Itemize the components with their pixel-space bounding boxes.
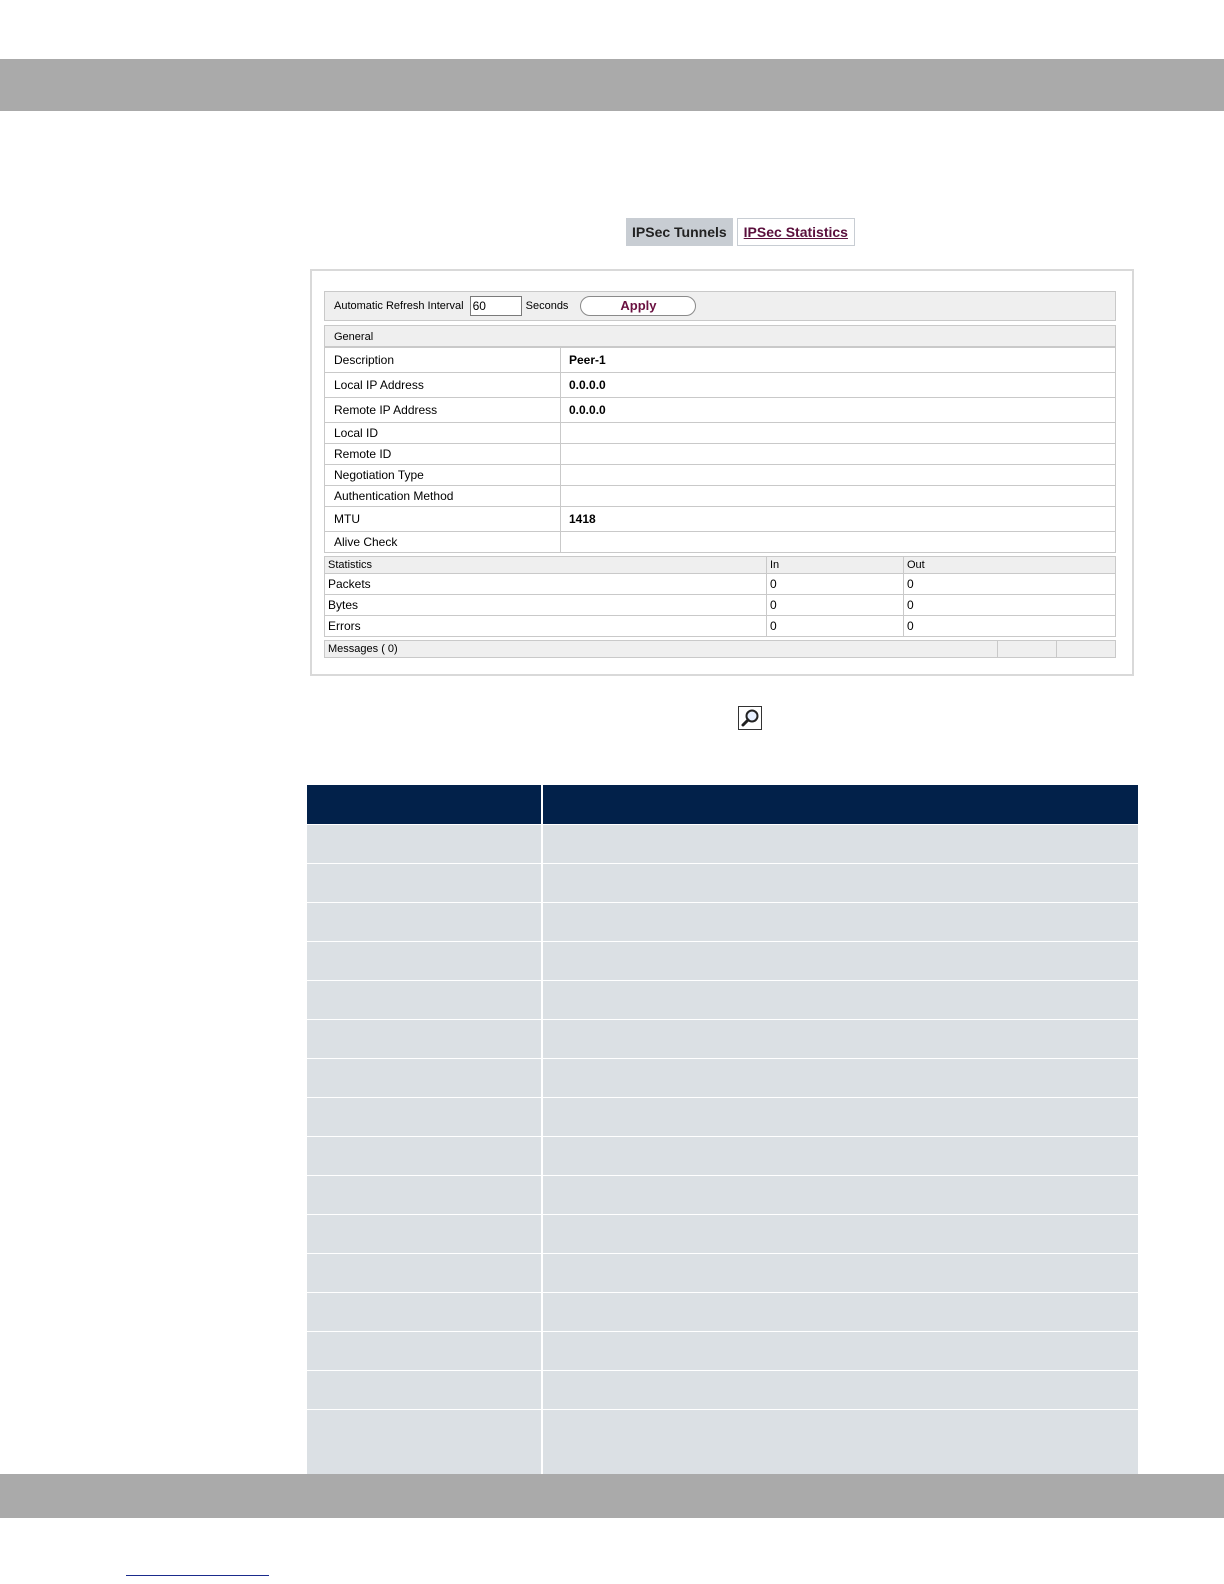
table-row	[307, 1292, 1138, 1331]
table-row	[325, 398, 1116, 423]
field-label: Negotiation Type	[325, 465, 561, 486]
refresh-label: Automatic Refresh Interval	[334, 300, 464, 312]
tab-ipsec-statistics[interactable]: IPSec Statistics	[737, 218, 855, 246]
field-label: Local ID	[325, 423, 561, 444]
table-row	[325, 423, 1116, 444]
messages-cell	[1056, 641, 1115, 657]
stat-out: 0	[904, 574, 1116, 595]
field-label: Alive Check	[325, 532, 561, 553]
tab-ipsec-tunnels[interactable]: IPSec Tunnels	[626, 218, 733, 246]
table-row	[307, 1214, 1138, 1253]
reference-table	[307, 785, 1138, 1497]
field-value	[561, 444, 1116, 465]
stat-label: Errors	[325, 616, 767, 637]
table-row	[307, 1019, 1138, 1058]
table-row	[325, 348, 1116, 373]
table-row	[325, 486, 1116, 507]
refresh-row	[324, 291, 1116, 321]
table-header	[307, 785, 1138, 824]
seconds-label: Seconds	[525, 300, 569, 312]
table-row	[307, 1097, 1138, 1136]
table-row	[307, 1253, 1138, 1292]
header-bar	[0, 59, 1224, 111]
statistics-heading: Statistics	[325, 557, 767, 574]
statistics-header-row	[325, 557, 1116, 574]
field-label: Local IP Address	[325, 373, 561, 398]
col-out-header: Out	[904, 557, 1116, 574]
field-value	[561, 486, 1116, 507]
field-value	[561, 465, 1116, 486]
table-row	[307, 941, 1138, 980]
magnifier-icon[interactable]	[738, 706, 762, 730]
table-row	[325, 444, 1116, 465]
field-value: 1418	[561, 507, 1116, 532]
table-row	[325, 574, 1116, 595]
field-value: 0.0.0.0	[561, 373, 1116, 398]
field-label: Authentication Method	[325, 486, 561, 507]
table-row	[325, 373, 1116, 398]
table-row	[307, 902, 1138, 941]
table-row	[307, 1331, 1138, 1370]
general-heading: General	[324, 325, 1116, 347]
footer-bar	[0, 1474, 1224, 1518]
stat-label: Packets	[325, 574, 767, 595]
tab-bar	[626, 218, 855, 246]
table-row	[325, 465, 1116, 486]
stat-in: 0	[767, 574, 904, 595]
stat-in: 0	[767, 595, 904, 616]
refresh-interval-input[interactable]	[470, 296, 522, 316]
field-label: Description	[325, 348, 561, 373]
table-row	[307, 1175, 1138, 1214]
field-label: Remote ID	[325, 444, 561, 465]
stat-out: 0	[904, 595, 1116, 616]
stat-out: 0	[904, 616, 1116, 637]
apply-button[interactable]: Apply	[580, 296, 696, 316]
field-value: Peer-1	[561, 348, 1116, 373]
table-row	[307, 980, 1138, 1019]
stat-in: 0	[767, 616, 904, 637]
general-table	[324, 347, 1116, 553]
statistics-table	[324, 556, 1116, 637]
table-row	[325, 616, 1116, 637]
col-in-header: In	[767, 557, 904, 574]
field-label: Remote IP Address	[325, 398, 561, 423]
field-value	[561, 532, 1116, 553]
table-row	[307, 1370, 1138, 1409]
tunnel-panel	[310, 269, 1134, 676]
messages-cell	[997, 641, 1056, 657]
field-value	[561, 423, 1116, 444]
footer-rule	[126, 1575, 269, 1576]
table-row	[307, 1058, 1138, 1097]
table-row	[325, 507, 1116, 532]
field-value: 0.0.0.0	[561, 398, 1116, 423]
table-row	[325, 595, 1116, 616]
table-row	[307, 824, 1138, 863]
table-row	[307, 863, 1138, 902]
messages-bar	[324, 640, 1116, 658]
table-row	[307, 1136, 1138, 1175]
stat-label: Bytes	[325, 595, 767, 616]
field-label: MTU	[325, 507, 561, 532]
table-row	[325, 532, 1116, 553]
messages-label: Messages ( 0)	[328, 643, 398, 655]
